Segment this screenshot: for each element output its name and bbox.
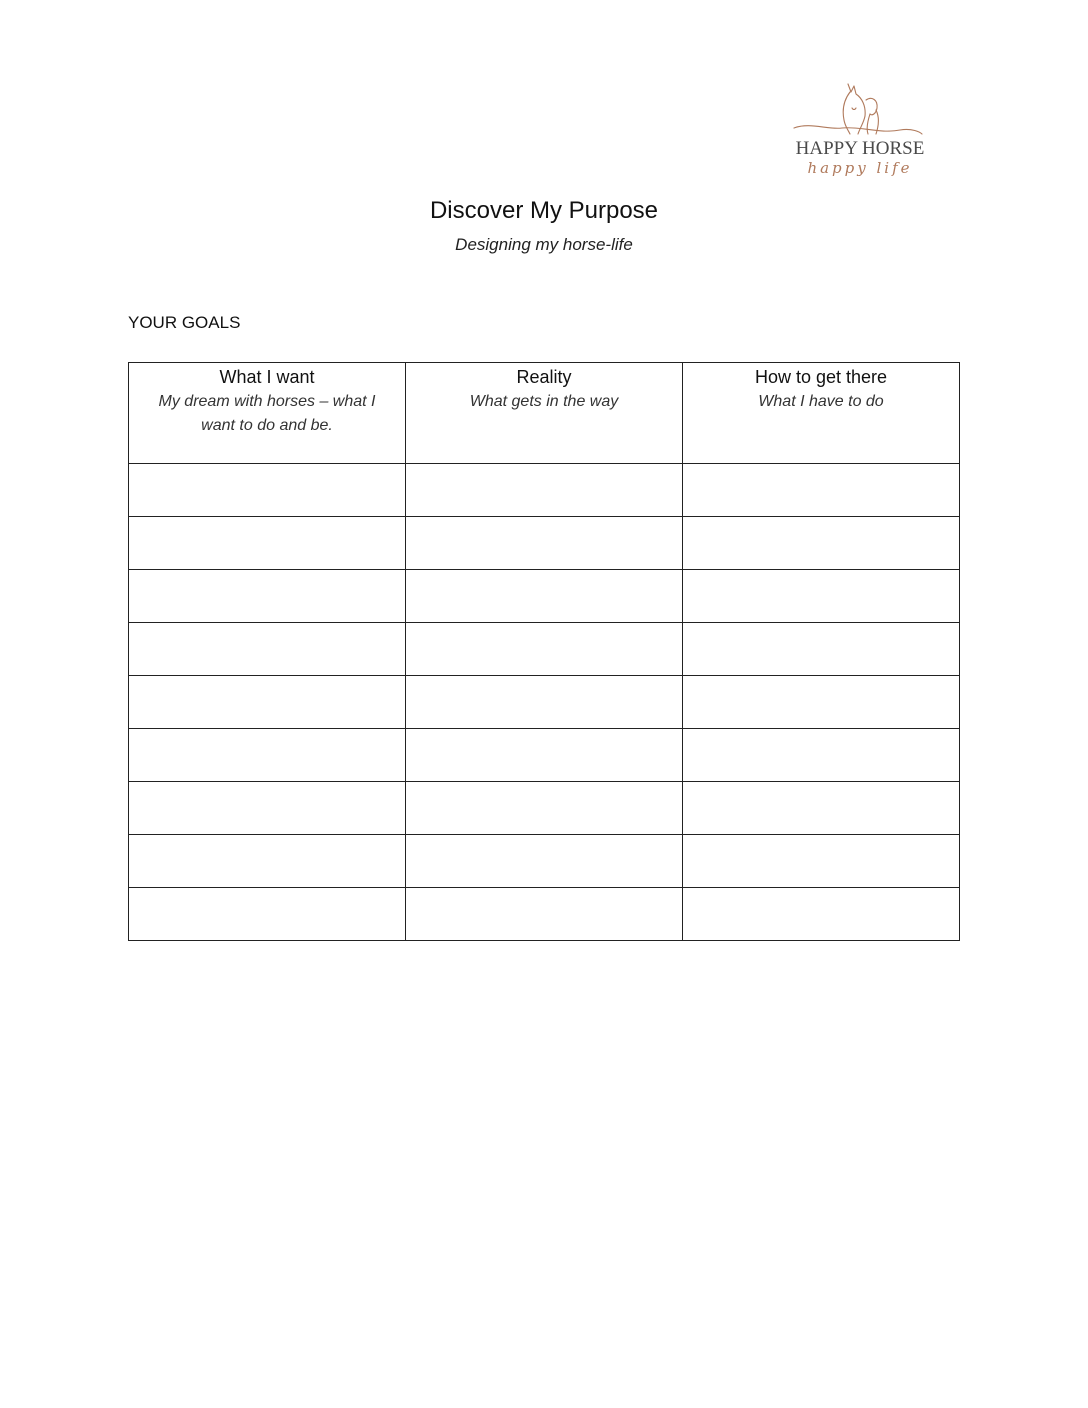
table-cell[interactable] — [406, 570, 683, 623]
table-cell[interactable] — [683, 835, 960, 888]
table-cell[interactable] — [406, 729, 683, 782]
table-row — [129, 570, 960, 623]
table-cell[interactable] — [406, 464, 683, 517]
table-cell[interactable] — [406, 782, 683, 835]
table-row — [129, 517, 960, 570]
table-cell[interactable] — [129, 623, 406, 676]
table-row — [129, 835, 960, 888]
table-cell[interactable] — [683, 782, 960, 835]
logo-title: HAPPY HORSE — [795, 138, 925, 159]
table-cell[interactable] — [683, 729, 960, 782]
table-cell[interactable] — [129, 729, 406, 782]
table-cell[interactable] — [683, 517, 960, 570]
table-header-row — [129, 363, 960, 464]
table-cell[interactable] — [683, 570, 960, 623]
table-cell[interactable] — [129, 888, 406, 941]
column-title: How to get there — [754, 367, 888, 387]
table-row — [129, 676, 960, 729]
table-row — [129, 888, 960, 941]
table-cell[interactable] — [406, 835, 683, 888]
table-row — [129, 623, 960, 676]
column-title: Reality — [516, 367, 572, 387]
table-cell[interactable] — [406, 888, 683, 941]
column-subtitle: What I have to do — [758, 393, 884, 410]
page-subtitle: Designing my horse-life — [455, 235, 633, 254]
table-cell[interactable] — [683, 888, 960, 941]
column-header-how-to-get-there — [683, 363, 960, 464]
table-cell[interactable] — [129, 570, 406, 623]
section-heading: YOUR GOALS — [128, 313, 241, 332]
table-cell[interactable] — [129, 782, 406, 835]
column-subtitle: What gets in the way — [469, 393, 619, 410]
table-cell[interactable] — [129, 676, 406, 729]
column-header-reality — [406, 363, 683, 464]
column-title: What I want — [219, 367, 315, 387]
table-cell[interactable] — [406, 623, 683, 676]
column-header-what-i-want — [129, 363, 406, 464]
happy-horse-logo — [780, 78, 940, 184]
page-title: Discover My Purpose — [429, 197, 659, 224]
table-row — [129, 464, 960, 517]
logo-tagline: happy life — [807, 159, 913, 177]
table-cell[interactable] — [129, 835, 406, 888]
goals-table — [128, 362, 960, 941]
table-cell[interactable] — [406, 517, 683, 570]
table-cell[interactable] — [683, 623, 960, 676]
table-cell[interactable] — [683, 676, 960, 729]
table-cell[interactable] — [129, 464, 406, 517]
table-cell[interactable] — [406, 676, 683, 729]
table-cell[interactable] — [129, 517, 406, 570]
table-cell[interactable] — [683, 464, 960, 517]
column-subtitle: My dream with horses – what I want to do and be. — [158, 393, 376, 434]
table-row — [129, 782, 960, 835]
table-row — [129, 729, 960, 782]
